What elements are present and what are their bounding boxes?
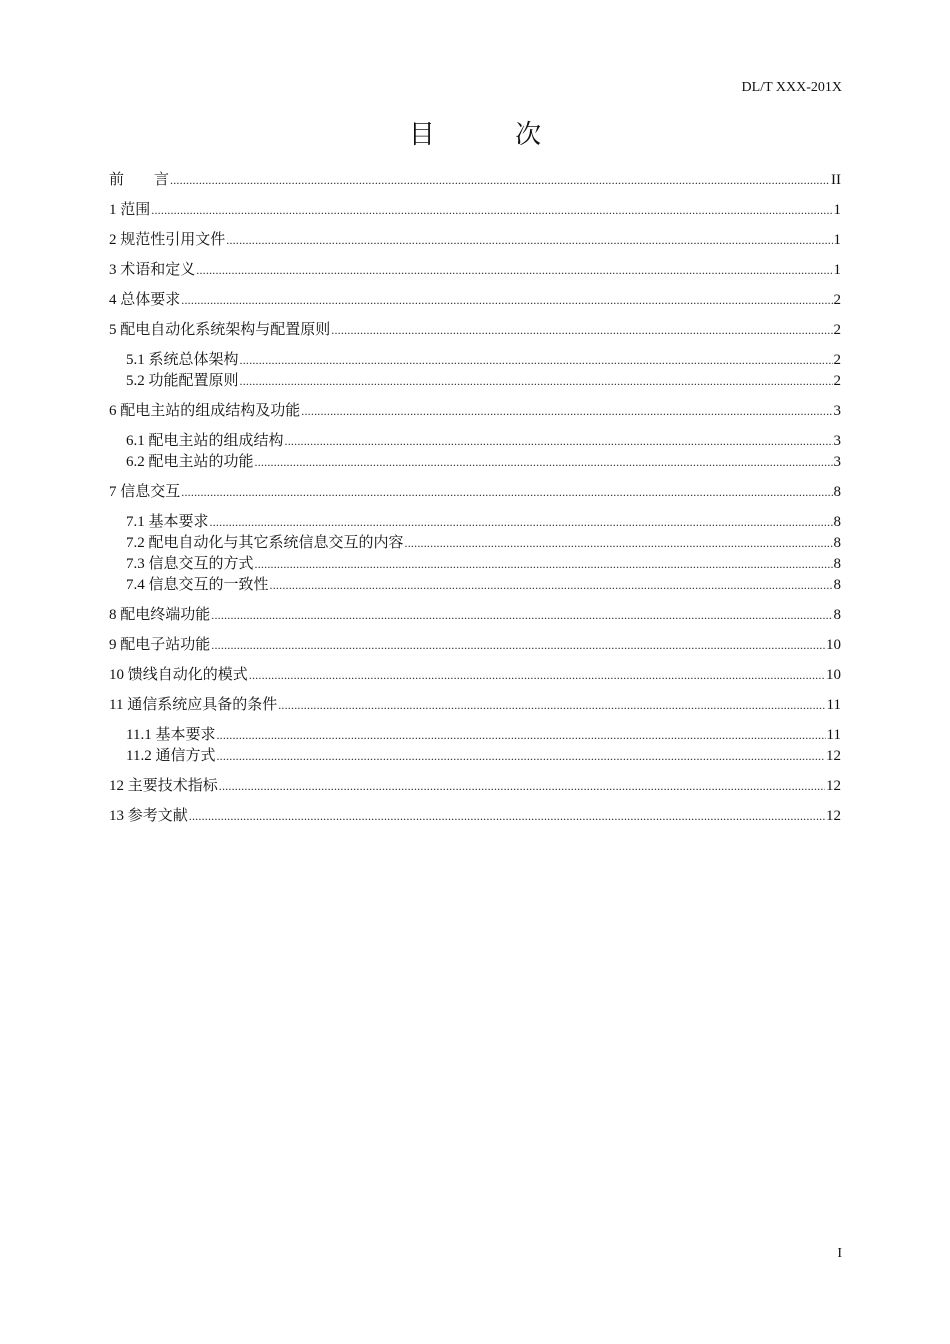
toc-entry-page: 8 [833, 484, 841, 500]
toc-dot-leader [211, 605, 832, 626]
toc-entry[interactable] [109, 554, 841, 575]
toc-entry[interactable] [109, 290, 841, 311]
toc-entry-page: II [831, 172, 841, 188]
page-number: I [837, 1246, 842, 1261]
toc-entry-page: 12 [826, 778, 841, 794]
toc-dot-leader [181, 482, 832, 503]
toc-entry-title: 6.1 配电主站的组成结构 [126, 433, 284, 449]
toc-dot-leader [331, 320, 832, 341]
toc-entry-title: 5.1 系统总体架构 [126, 352, 239, 368]
toc-entry-title: 11.1 基本要求 [126, 727, 216, 743]
toc-dot-leader [181, 290, 832, 311]
toc-entry-title: 7.1 基本要求 [126, 514, 209, 530]
toc-dot-leader [210, 512, 833, 533]
table-of-contents [109, 170, 841, 827]
toc-entry-page: 3 [833, 433, 841, 449]
toc-entry-page: 1 [833, 232, 841, 248]
toc-entry-title: 5 配电自动化系统架构与配置原则 [109, 322, 331, 338]
toc-entry[interactable] [109, 230, 841, 251]
toc-entry-page: 12 [826, 748, 841, 764]
toc-entry-page: 11 [826, 727, 841, 743]
toc-entry[interactable] [109, 575, 841, 596]
toc-entry-title: 11 通信系统应具备的条件 [109, 697, 278, 713]
toc-entry-title: 前 言 [109, 172, 170, 188]
toc-dot-leader [240, 350, 833, 371]
toc-entry[interactable] [109, 746, 841, 767]
toc-entry-page: 8 [833, 535, 841, 551]
toc-entry[interactable] [109, 371, 841, 392]
toc-entry-page: 8 [833, 556, 841, 572]
toc-entry[interactable] [109, 170, 841, 191]
toc-entry-title: 7.2 配电自动化与其它系统信息交互的内容 [126, 535, 404, 551]
toc-entry-title: 9 配电子站功能 [109, 637, 211, 653]
toc-entry-title: 11.2 通信方式 [126, 748, 216, 764]
toc-dot-leader [196, 260, 832, 281]
toc-entry-title: 2 规范性引用文件 [109, 232, 226, 248]
toc-entry-title: 6 配电主站的组成结构及功能 [109, 403, 301, 419]
toc-entry[interactable] [109, 260, 841, 281]
toc-entry-page: 8 [833, 577, 841, 593]
toc-entry[interactable] [109, 200, 841, 221]
toc-dot-leader [405, 533, 833, 554]
toc-dot-leader [278, 695, 825, 716]
toc-entry-page: 10 [826, 637, 841, 653]
page-title: 目 次 [408, 120, 578, 150]
toc-entry[interactable] [109, 635, 841, 656]
toc-dot-leader [216, 746, 825, 767]
toc-entry[interactable] [109, 512, 841, 533]
toc-dot-leader [249, 665, 825, 686]
toc-entry-title: 12 主要技术指标 [109, 778, 218, 794]
toc-entry[interactable] [109, 431, 841, 452]
toc-entry[interactable] [109, 401, 841, 422]
toc-entry-title: 8 配电终端功能 [109, 607, 211, 623]
toc-dot-leader [301, 401, 832, 422]
toc-entry[interactable] [109, 665, 841, 686]
toc-entry-title: 7.4 信息交互的一致性 [126, 577, 269, 593]
toc-entry[interactable] [109, 605, 841, 626]
toc-entry-page: 11 [826, 697, 841, 713]
toc-entry[interactable] [109, 806, 841, 827]
document-code: DL/T XXX-201X [741, 80, 842, 95]
toc-entry-page: 3 [833, 403, 841, 419]
toc-entry-page: 2 [833, 292, 841, 308]
toc-entry[interactable] [109, 320, 841, 341]
toc-dot-leader [270, 575, 833, 596]
toc-entry-title: 7 信息交互 [109, 484, 181, 500]
toc-entry-title: 10 馈线自动化的模式 [109, 667, 248, 683]
toc-dot-leader [285, 431, 833, 452]
toc-entry-page: 2 [833, 352, 841, 368]
toc-dot-leader [219, 776, 825, 797]
toc-entry[interactable] [109, 350, 841, 371]
toc-entry-page: 1 [833, 262, 841, 278]
toc-entry[interactable] [109, 482, 841, 503]
toc-entry-title: 7.3 信息交互的方式 [126, 556, 254, 572]
toc-entry-page: 10 [826, 667, 841, 683]
toc-entry[interactable] [109, 725, 841, 746]
toc-dot-leader [240, 371, 833, 392]
toc-dot-leader [151, 200, 832, 221]
toc-entry-title: 4 总体要求 [109, 292, 181, 308]
toc-entry[interactable] [109, 695, 841, 716]
toc-dot-leader [255, 452, 833, 473]
toc-entry[interactable] [109, 452, 841, 473]
toc-entry-title: 5.2 功能配置原则 [126, 373, 239, 389]
toc-entry-page: 3 [833, 454, 841, 470]
toc-entry-page: 8 [833, 514, 841, 530]
toc-entry-page: 2 [833, 373, 841, 389]
toc-entry-title: 1 范围 [109, 202, 151, 218]
toc-dot-leader [255, 554, 833, 575]
toc-entry[interactable] [109, 533, 841, 554]
toc-entry-page: 8 [833, 607, 841, 623]
toc-entry-title: 6.2 配电主站的功能 [126, 454, 254, 470]
toc-entry-page: 1 [833, 202, 841, 218]
toc-dot-leader [216, 725, 825, 746]
toc-dot-leader [170, 170, 830, 191]
toc-entry-title: 3 术语和定义 [109, 262, 196, 278]
toc-dot-leader [226, 230, 832, 251]
toc-entry-title: 13 参考文献 [109, 808, 188, 824]
toc-entry-page: 12 [826, 808, 841, 824]
toc-dot-leader [211, 635, 825, 656]
toc-dot-leader [189, 806, 825, 827]
toc-entry[interactable] [109, 776, 841, 797]
toc-entry-page: 2 [833, 322, 841, 338]
